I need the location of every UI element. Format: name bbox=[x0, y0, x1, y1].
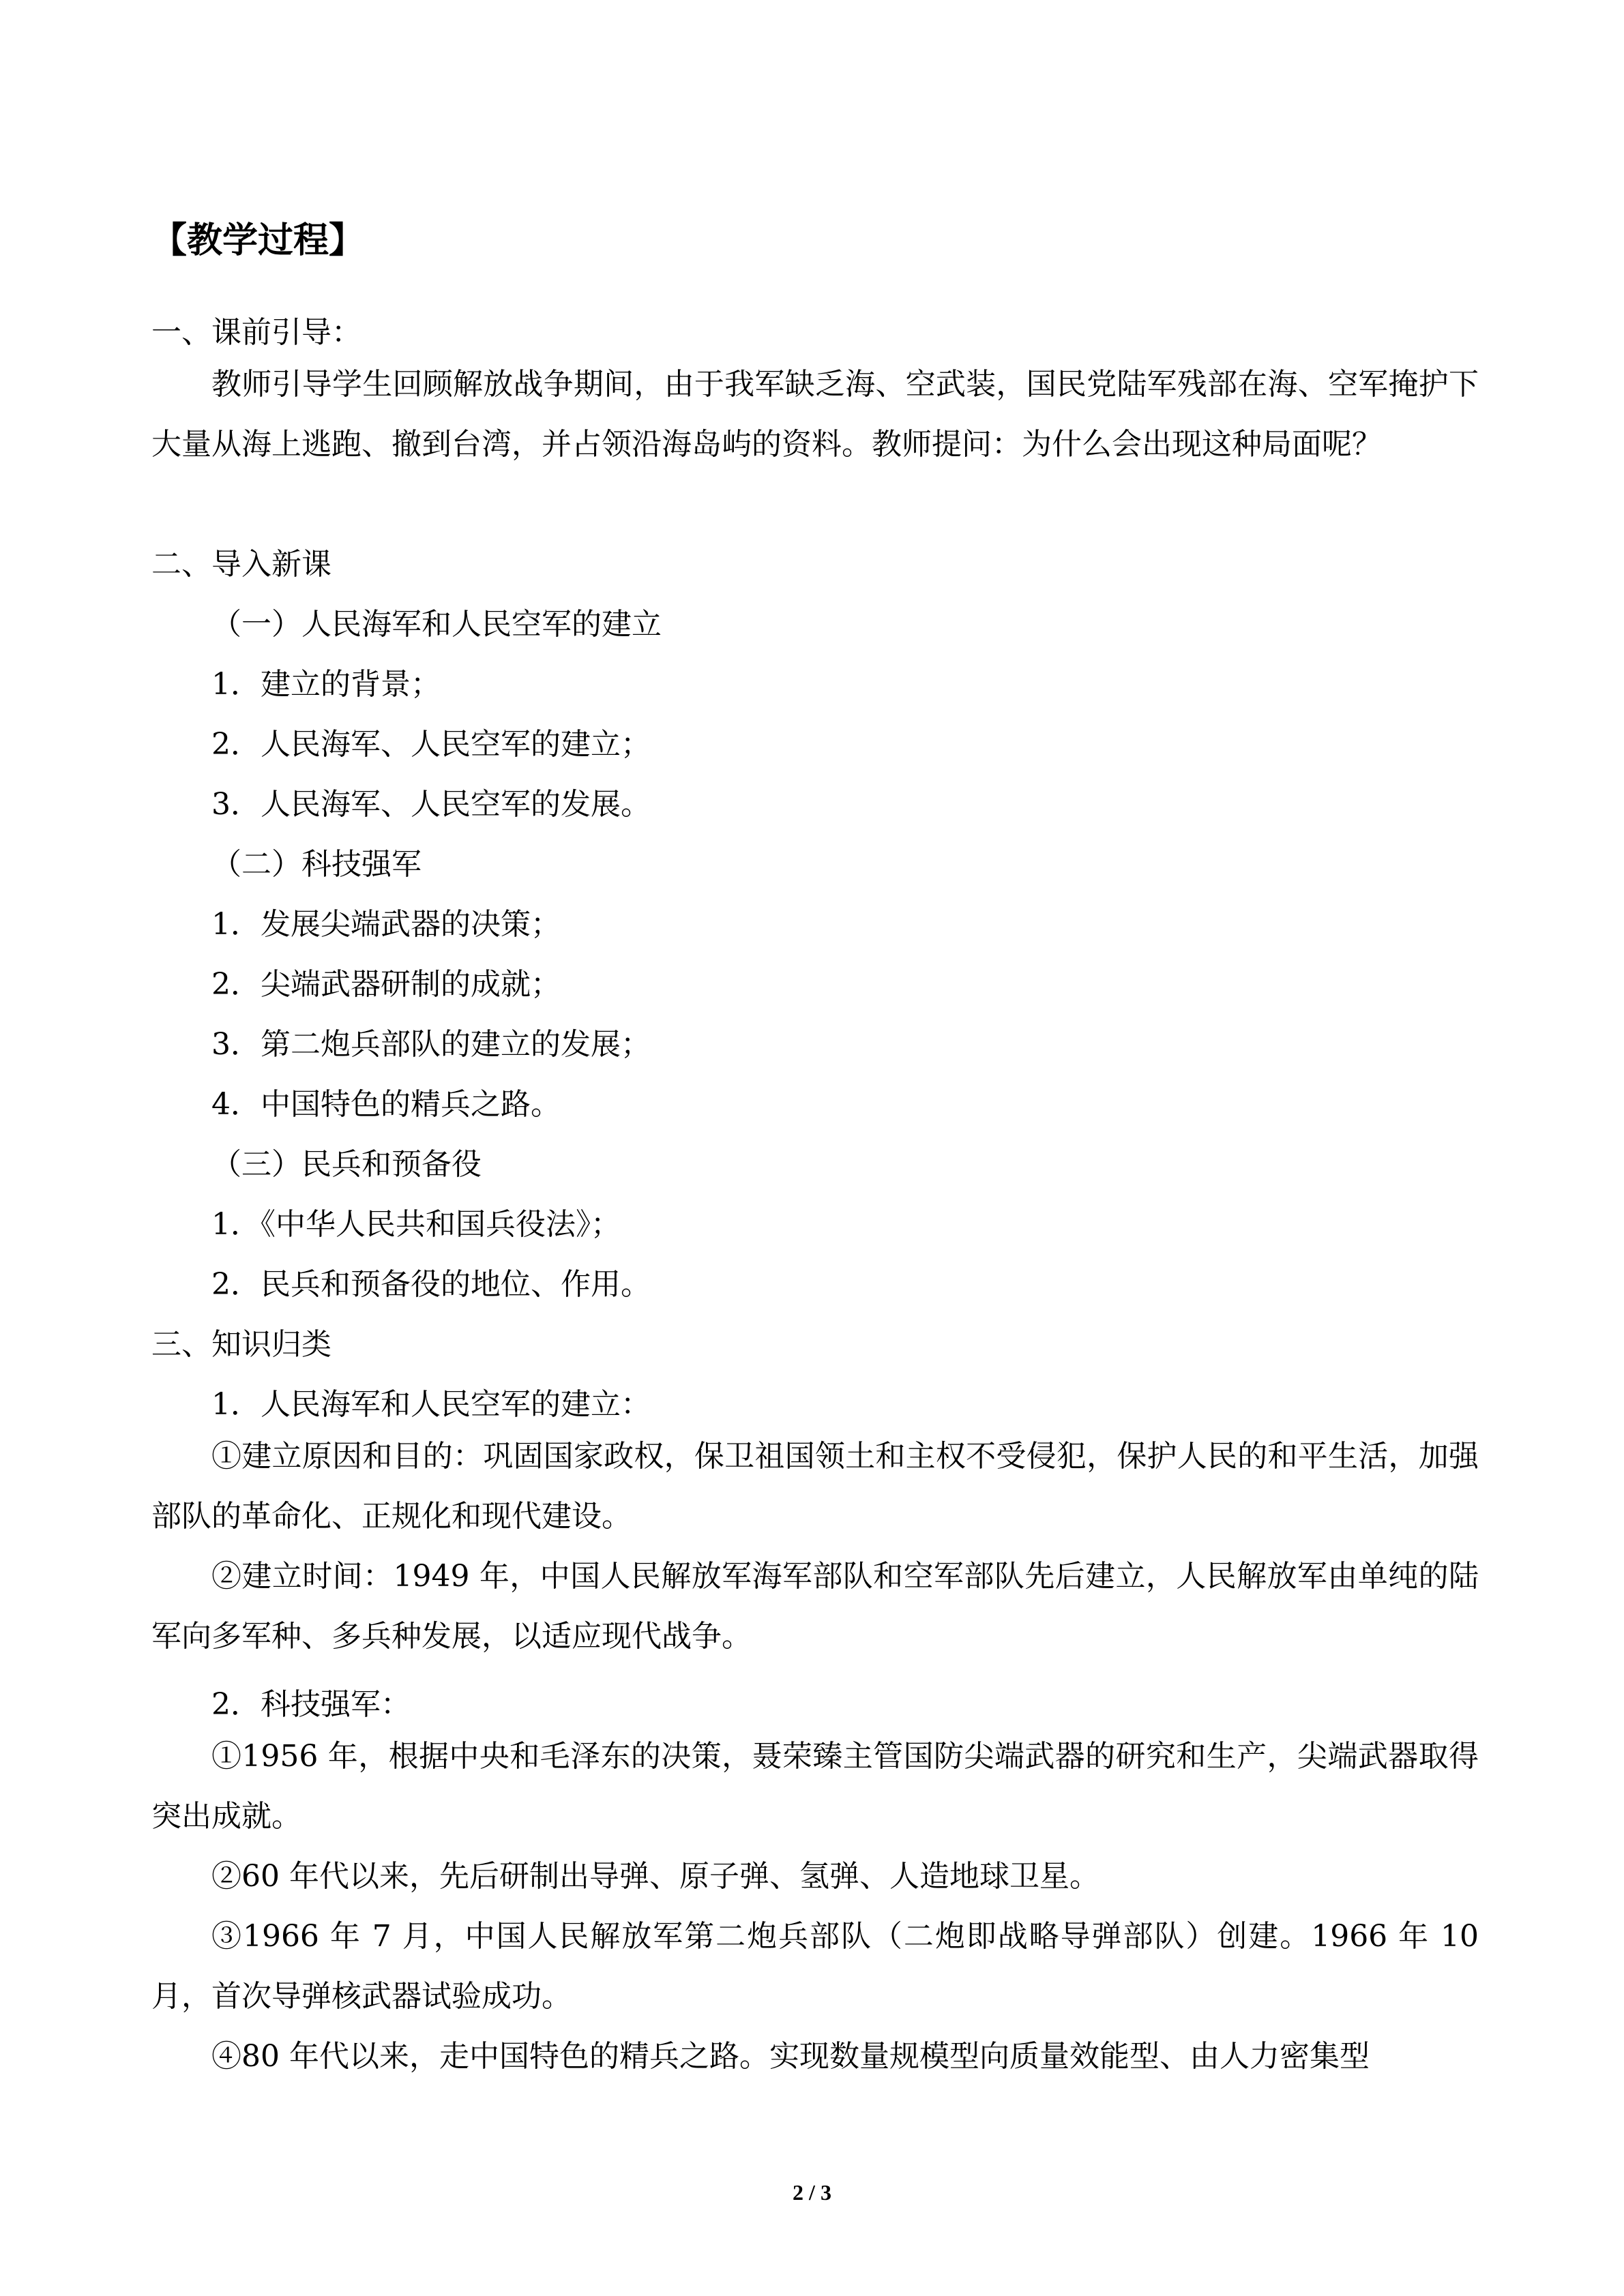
knowledge-paragraph: ①1956 年，根据中央和毛泽东的决策，聂荣臻主管国防尖端武器的研究和生产，尖端武器取得突出成就。 bbox=[151, 1739, 1479, 1834]
subsection-heading-2: （二）科技强军 bbox=[211, 847, 422, 882]
list-item: 1．《中华人民共和国兵役法》； bbox=[211, 1207, 621, 1242]
list-item: 1．建立的背景； bbox=[211, 667, 441, 702]
list-item: 2．民兵和预备役的地位、作用。 bbox=[211, 1267, 651, 1302]
page-title: 【教学过程】 bbox=[151, 220, 365, 261]
list-item: 2．尖端武器研制的成就； bbox=[211, 967, 561, 1002]
section-heading-2: 二、导入新课 bbox=[151, 547, 331, 582]
list-item: 3．第二炮兵部队的建立的发展； bbox=[211, 1027, 651, 1062]
list-item: 1．发展尖端武器的决策； bbox=[211, 907, 561, 942]
section-heading-1: 一、课前引导： bbox=[151, 315, 361, 350]
page-number: 2 / 3 bbox=[793, 2180, 831, 2205]
knowledge-paragraph: ③1966 年 7 月，中国人民解放军第二炮兵部队（二炮即战略导弹部队）创建。1966 年 10 月，首次导弹核武器试验成功。 bbox=[151, 1919, 1479, 2014]
knowledge-item-1: 1．人民海军和人民空军的建立： bbox=[211, 1387, 651, 1422]
list-item: 3．人民海军、人民空军的发展。 bbox=[211, 787, 651, 822]
section-heading-3: 三、知识归类 bbox=[151, 1327, 331, 1362]
knowledge-paragraph: ②60 年代以来，先后研制出导弹、原子弹、氢弹、人造地球卫星。 bbox=[211, 1859, 1099, 1894]
knowledge-paragraph: ②建立时间：1949 年，中国人民解放军海军部队和空军部队先后建立，人民解放军由单纯的陆军向多军种、多兵种发展，以适应现代战争。 bbox=[151, 1559, 1479, 1654]
list-item: 2．人民海军、人民空军的建立； bbox=[211, 727, 651, 762]
knowledge-paragraph: ④80 年代以来，走中国特色的精兵之路。实现数量规模型向质量效能型、由人力密集型 bbox=[211, 2039, 1370, 2074]
knowledge-paragraph: ①建立原因和目的：巩固国家政权，保卫祖国领土和主权不受侵犯，保护人民的和平生活，加强部队的革命化、正规化和现代建设。 bbox=[151, 1439, 1479, 1534]
list-item: 4．中国特色的精兵之路。 bbox=[211, 1087, 561, 1122]
subsection-heading-3: （三）民兵和预备役 bbox=[211, 1147, 482, 1182]
knowledge-item-2: 2．科技强军： bbox=[211, 1687, 411, 1722]
subsection-heading-1: （一）人民海军和人民空军的建立 bbox=[211, 607, 662, 642]
intro-paragraph: 教师引导学生回顾解放战争期间，由于我军缺乏海、空武装，国民党陆军残部在海、空军掩护下大量从海上逃跑、撤到台湾，并占领沿海岛屿的资料。教师提问：为什么会出现这种局面呢？ bbox=[151, 367, 1479, 462]
